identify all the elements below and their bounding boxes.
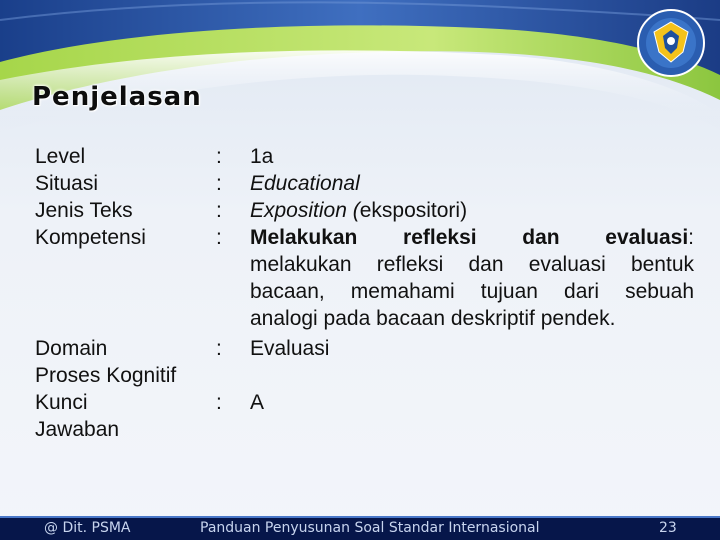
footer-author: @ Dit. PSMA [44,520,131,536]
colon-level: : [216,145,222,168]
colon-jenis-teks: : [216,199,222,222]
value-kunci: A [250,391,265,414]
colon-kompetensi: : [216,226,222,249]
value-domain: Evaluasi [250,337,330,360]
value-kompetensi-line-3: analogi pada bacaan deskriptif pendek. [250,307,616,330]
kompetensi-word-1: Melakukan [250,226,358,249]
label-kompetensi: Kompetensi [35,226,146,249]
kompetensi-word-3: dan [522,226,560,249]
value-kompetensi-heading [250,224,694,251]
value-jenis-teks [250,197,467,224]
label-jawaban: Jawaban [35,418,120,441]
footer-title: Panduan Penyusunan Soal Standar Internasional [200,520,540,536]
label-domain: Domain [35,337,108,360]
value-kompetensi-line-2: bacaan, memahami tujuan dari sebuah [250,280,694,303]
colon-situasi: : [216,172,222,195]
tut-wuri-handayani-logo [636,8,706,78]
label-situasi: Situasi [35,172,99,195]
kompetensi-word-2: refleksi [403,226,477,249]
footer-bar [0,516,720,540]
slide-title: Penjelasan [32,82,202,112]
kompetensi-word-4: evaluasi [605,226,689,249]
header-swoosh-graphic [0,0,720,140]
value-jenis-teks-plain: ekspositori) [359,199,468,222]
label-level: Level [35,145,86,168]
label-proses-kognitif: Proses Kognitif [35,364,177,387]
kompetensi-suffix: : [688,226,695,249]
value-jenis-teks-italic: Exposition ( [250,199,360,222]
label-jenis-teks: Jenis Teks [35,199,133,222]
footer-page-number: 23 [659,520,677,536]
value-level: 1a [250,145,274,168]
value-kompetensi-line-1: melakukan refleksi dan evaluasi bentuk [250,253,694,276]
value-situasi: Educational [250,172,360,195]
label-kunci: Kunci [35,391,88,414]
colon-kunci: : [216,391,222,414]
colon-domain: : [216,337,222,360]
